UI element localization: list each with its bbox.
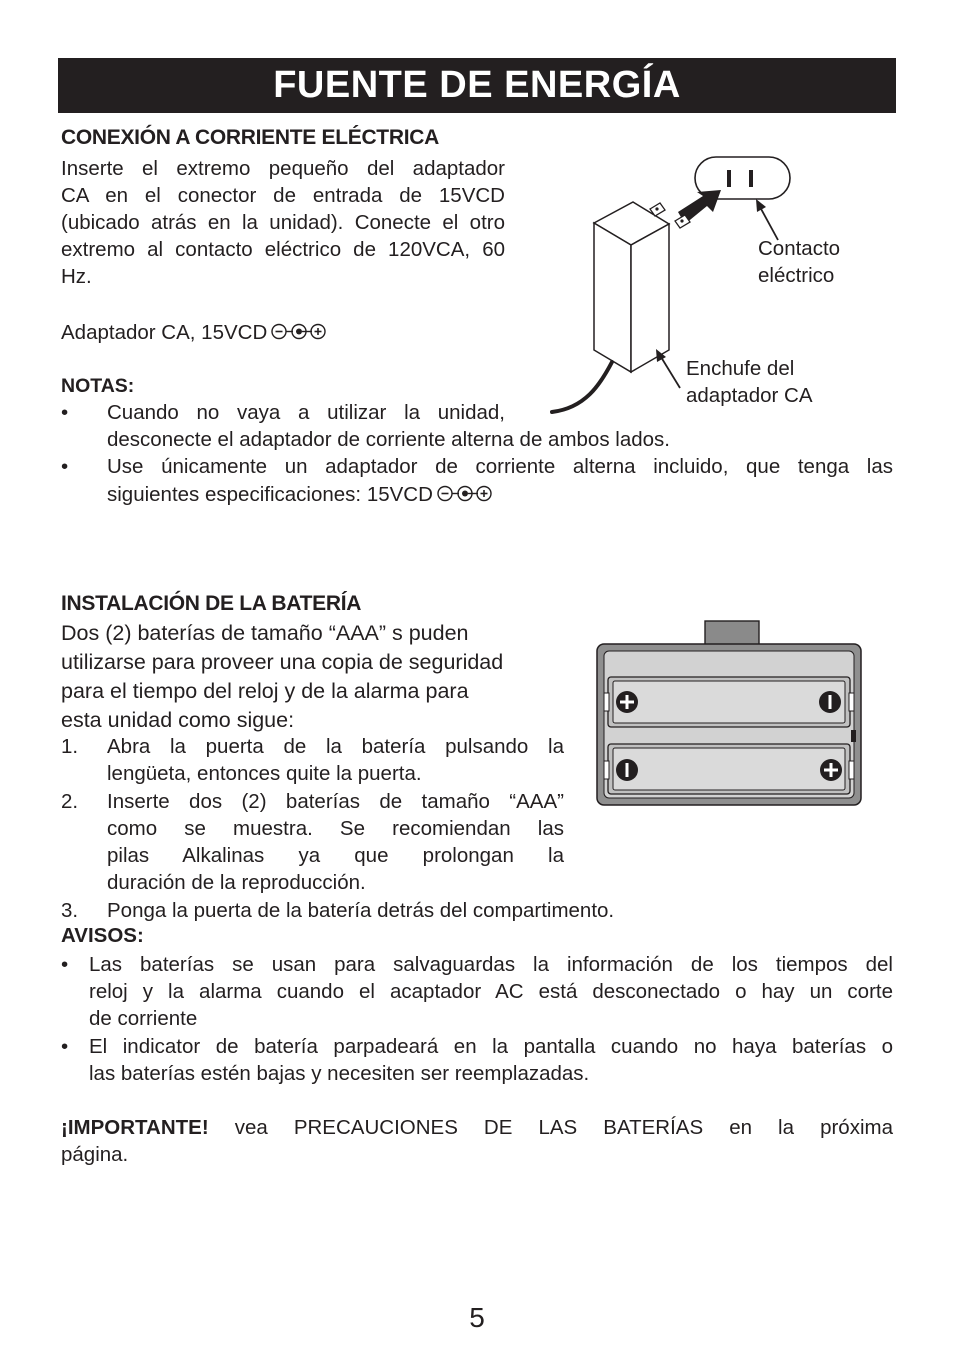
note2-line1: Use únicamente un adaptador de corriente alterna incluido, que tenga las	[107, 455, 893, 478]
battery-heading: INSTALACIÓN DE LA BATERÍA	[61, 592, 362, 615]
plug-label-line: Enchufe del	[686, 357, 795, 380]
polarity-symbol-icon	[271, 322, 327, 341]
note2-line2	[107, 481, 493, 508]
battery-icon	[604, 744, 854, 794]
polarity-symbol-icon	[437, 484, 493, 503]
adapter-spec	[61, 319, 327, 346]
battery-intro	[61, 619, 503, 735]
battery-icon	[604, 677, 854, 727]
step-line: pilas Alkalinas ya que prolongan la	[107, 844, 564, 867]
important-line: página.	[61, 1143, 129, 1166]
step-line: como se muestra. Se recomiendan las	[107, 817, 564, 840]
important-text: vea PRECAUCIONES DE LAS BATERÍAS en la próxima	[234, 1116, 893, 1139]
warning-2	[89, 1033, 893, 1087]
step-number: 1.	[61, 735, 79, 758]
outlet-label	[758, 235, 840, 289]
battery-compartment-illustration	[590, 615, 870, 815]
bullet: •	[61, 953, 69, 976]
power-line: Hz.	[61, 265, 92, 288]
power-heading: CONEXIÓN A CORRIENTE ELÉCTRICA	[61, 126, 439, 149]
warnings-heading: AVISOS:	[61, 924, 144, 947]
step-3: Ponga la puerta de la batería detrás del compartimento.	[107, 899, 615, 922]
important-label: ¡IMPORTANTE!	[61, 1116, 209, 1139]
page-number: 5	[469, 1302, 485, 1333]
warning-line: reloj y la alarma cuando el acaptador AC está desconectado o hay un corte	[89, 980, 893, 1003]
bullet: •	[61, 401, 69, 424]
notes-heading: NOTAS:	[61, 375, 135, 397]
power-line: CA en el conector de entrada de 15VCD	[61, 184, 505, 207]
battery-intro-line: esta unidad como sigue:	[61, 708, 295, 732]
important-note	[61, 1114, 893, 1168]
note1-line1: Cuando no vaya a utilizar la unidad,	[107, 401, 505, 424]
power-line: Inserte el extremo pequeño del adaptador	[61, 157, 505, 180]
plug-label-line: adaptador CA	[686, 384, 813, 407]
warning-line: las baterías estén bajas y necesiten ser reemplazadas.	[89, 1062, 590, 1085]
battery-intro-line: Dos (2) baterías de tamaño “AAA” s puden	[61, 621, 469, 645]
note2-text: siguientes especificaciones: 15VCD	[107, 483, 433, 506]
warning-1	[89, 951, 893, 1032]
outlet-label-line: Contacto	[758, 237, 841, 260]
note1-line2: desconecte el adaptador de corriente alterna de ambos lados.	[107, 428, 670, 451]
adapter-spec-text: Adaptador CA, 15VCD	[61, 321, 268, 344]
warning-line: Las baterías se usan para salvaguardas la información de los tiempos del	[89, 953, 893, 976]
warning-line: El indicator de batería parpadeará en la pantalla cuando no haya baterías o	[89, 1035, 893, 1058]
step-2	[107, 788, 564, 896]
bullet: •	[61, 1035, 69, 1058]
battery-intro-line: para el tiempo del reloj y de la alarma para	[61, 679, 469, 703]
power-line: extremo al contacto eléctrico de 120VCA, 60	[61, 238, 505, 261]
step-line: duración de la reproducción.	[107, 871, 366, 894]
power-paragraph	[61, 155, 505, 290]
step-line: Abra la puerta de la batería pulsando la	[107, 735, 564, 758]
warning-line: de corriente	[89, 1007, 198, 1030]
important-line	[61, 1114, 893, 1141]
step-number: 3.	[61, 899, 79, 922]
step-1	[107, 733, 564, 787]
step-number: 2.	[61, 790, 79, 813]
power-line: (ubicado atrás en la unidad). Conecte el otro	[61, 211, 505, 234]
page-title: FUENTE DE ENERGÍA	[58, 58, 896, 113]
bullet: •	[61, 455, 69, 478]
plug-label	[686, 355, 813, 409]
battery-intro-line: utilizarse para proveer una copia de seguridad	[61, 650, 504, 674]
step-line: Inserte dos (2) baterías de tamaño “AAA”	[107, 790, 564, 813]
ac-adapter-icon	[552, 202, 690, 412]
outlet-label-line: eléctrico	[758, 264, 835, 287]
step-line: lengüeta, entonces quite la puerta.	[107, 762, 422, 785]
